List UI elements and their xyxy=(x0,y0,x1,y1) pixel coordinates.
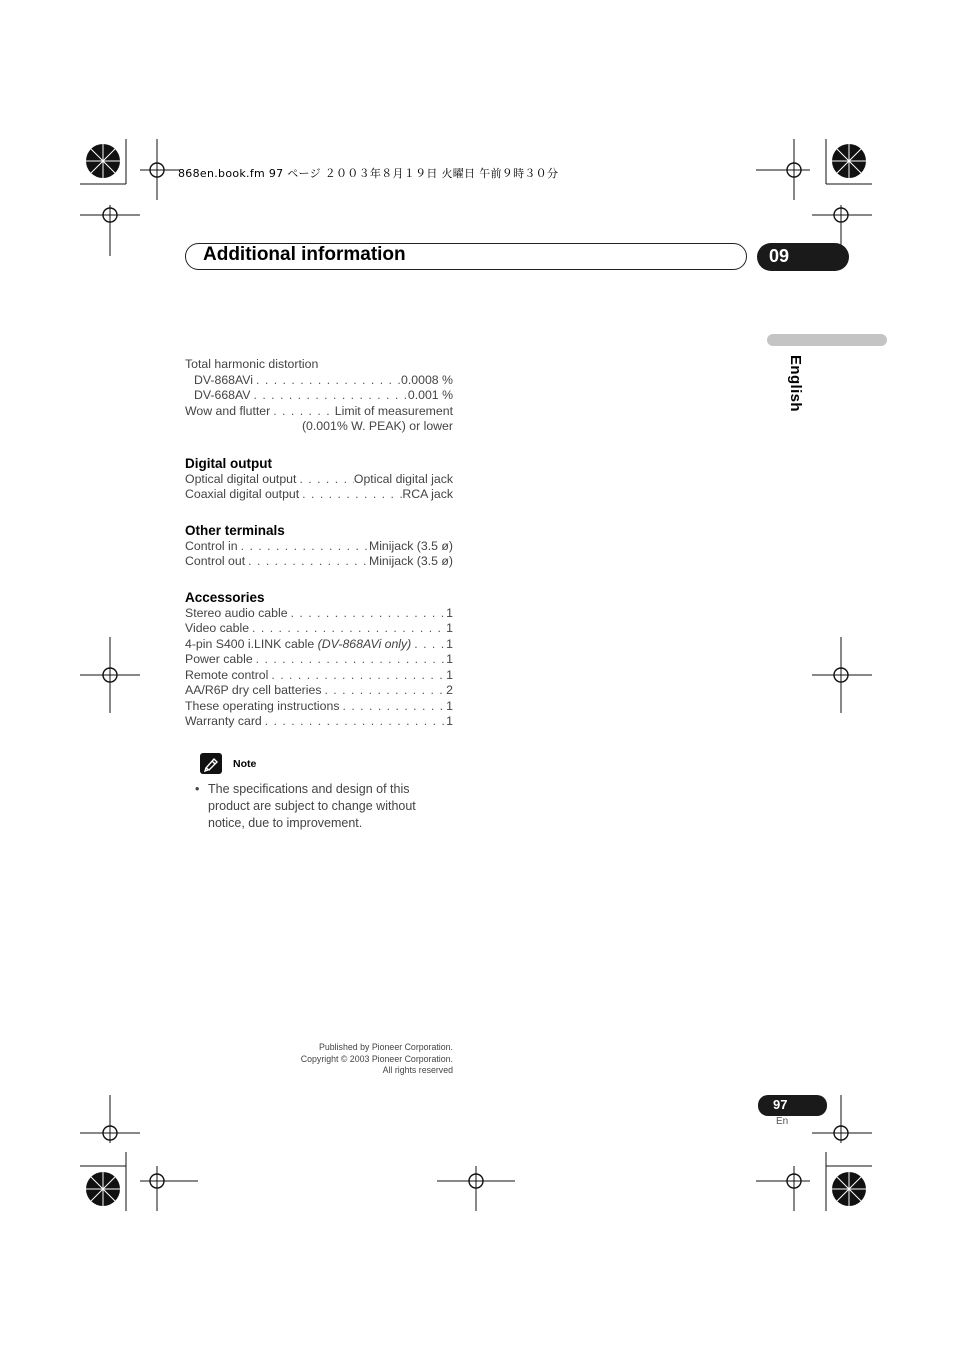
spec-label: DV-868AVi xyxy=(194,372,254,387)
thd-label: Total harmonic distortion xyxy=(185,357,319,371)
leader-dots xyxy=(262,714,446,730)
page-title: Additional information xyxy=(203,244,406,265)
spec-row xyxy=(185,539,453,555)
spec-value-continued: (0.001% W. PEAK) or lower xyxy=(301,419,453,433)
accessory-row xyxy=(185,683,453,699)
page-number: 97 xyxy=(773,1097,788,1112)
accessory-label: Remote control xyxy=(185,667,269,682)
spec-value: Optical digital jack xyxy=(353,471,453,486)
accessory-qty: 1 xyxy=(446,667,453,682)
spec-label: Wow and flutter xyxy=(185,403,271,418)
accessory-label xyxy=(185,637,411,653)
spec-value: Limit of measurement xyxy=(334,403,453,418)
page-language: En xyxy=(776,1116,789,1127)
leader-dots xyxy=(288,606,447,622)
accessory-qty: 1 xyxy=(446,714,453,728)
note-label: Note xyxy=(233,758,257,770)
leader-dots xyxy=(268,668,446,684)
accessory-row xyxy=(185,714,453,730)
leader-dots xyxy=(321,683,446,699)
accessory-label-note: (DV-868AVi only) xyxy=(317,636,412,651)
bullet: • xyxy=(195,782,200,796)
spec-label: Control out xyxy=(185,554,246,568)
print-header: 868en.book.fm 97 ページ ２００３年８月１９日 火曜日 午前９時３０分 xyxy=(178,167,559,180)
spec-row xyxy=(185,554,453,570)
accessory-qty: 1 xyxy=(446,652,453,666)
publisher-line: Published by Pioneer Corporation. xyxy=(319,1042,453,1052)
leader-dots xyxy=(253,373,401,389)
spec-row xyxy=(185,373,453,389)
page-tab xyxy=(758,1095,827,1116)
accessory-label: These operating instructions xyxy=(185,698,340,713)
section-heading: Other terminals xyxy=(185,522,285,538)
accessory-qty: 1 xyxy=(446,605,453,620)
leader-dots xyxy=(245,554,369,570)
spec-row xyxy=(185,404,453,420)
accessory-row xyxy=(185,606,453,622)
accessory-label: Warranty card xyxy=(185,714,262,728)
spec-label: Optical digital output xyxy=(185,471,297,486)
accessory-qty: 1 xyxy=(446,698,453,713)
accessory-row xyxy=(185,637,453,653)
accessory-qty: 1 xyxy=(446,621,453,635)
accessory-row xyxy=(185,652,453,668)
spec-label: Control in xyxy=(185,538,238,553)
leader-dots xyxy=(411,637,446,653)
specifications xyxy=(185,357,453,730)
accessory-qty: 1 xyxy=(446,636,453,651)
accessory-label: Video cable xyxy=(185,621,250,635)
leader-dots xyxy=(251,388,408,404)
accessory-row xyxy=(185,699,453,715)
accessory-row xyxy=(185,621,453,637)
leader-dots xyxy=(299,487,402,503)
language-tab xyxy=(767,334,887,346)
accessory-label: Power cable xyxy=(185,652,253,666)
spec-row xyxy=(185,487,453,503)
leader-dots xyxy=(339,699,446,715)
pencil-note-icon xyxy=(200,753,222,774)
leader-dots xyxy=(253,652,446,668)
accessory-label-text: 4-pin S400 i.LINK cable xyxy=(185,636,315,651)
spec-label: DV-668AV xyxy=(194,388,251,402)
accessory-label: AA/R6P dry cell batteries xyxy=(185,683,322,697)
publisher-info xyxy=(253,1042,453,1077)
leader-dots xyxy=(249,621,446,637)
spec-value: Minijack (3.5 ø) xyxy=(368,554,453,568)
spec-value: 0.001 % xyxy=(407,388,453,402)
accessory-row xyxy=(185,668,453,684)
language-label: English xyxy=(787,355,804,412)
spec-row xyxy=(185,472,453,488)
leader-dots xyxy=(296,472,353,488)
leader-dots xyxy=(270,404,335,420)
note-text: The specifications and design of this product are subject to change without notice, due to improvement. xyxy=(208,782,416,830)
spec-value: 0.0008 % xyxy=(401,372,453,387)
chapter-number: 09 xyxy=(769,246,790,266)
spec-row xyxy=(185,388,453,404)
section-heading: Accessories xyxy=(185,589,265,605)
spec-label: Coaxial digital output xyxy=(185,487,300,501)
accessory-qty: 2 xyxy=(446,683,453,697)
spec-value: RCA jack xyxy=(402,487,453,501)
accessory-label: Stereo audio cable xyxy=(185,605,288,620)
rights-line: All rights reserved xyxy=(382,1065,453,1075)
spec-value: Minijack (3.5 ø) xyxy=(368,538,453,553)
section-heading: Digital output xyxy=(185,455,272,471)
leader-dots xyxy=(238,539,369,555)
copyright-line: Copyright © 2003 Pioneer Corporation. xyxy=(300,1053,453,1064)
